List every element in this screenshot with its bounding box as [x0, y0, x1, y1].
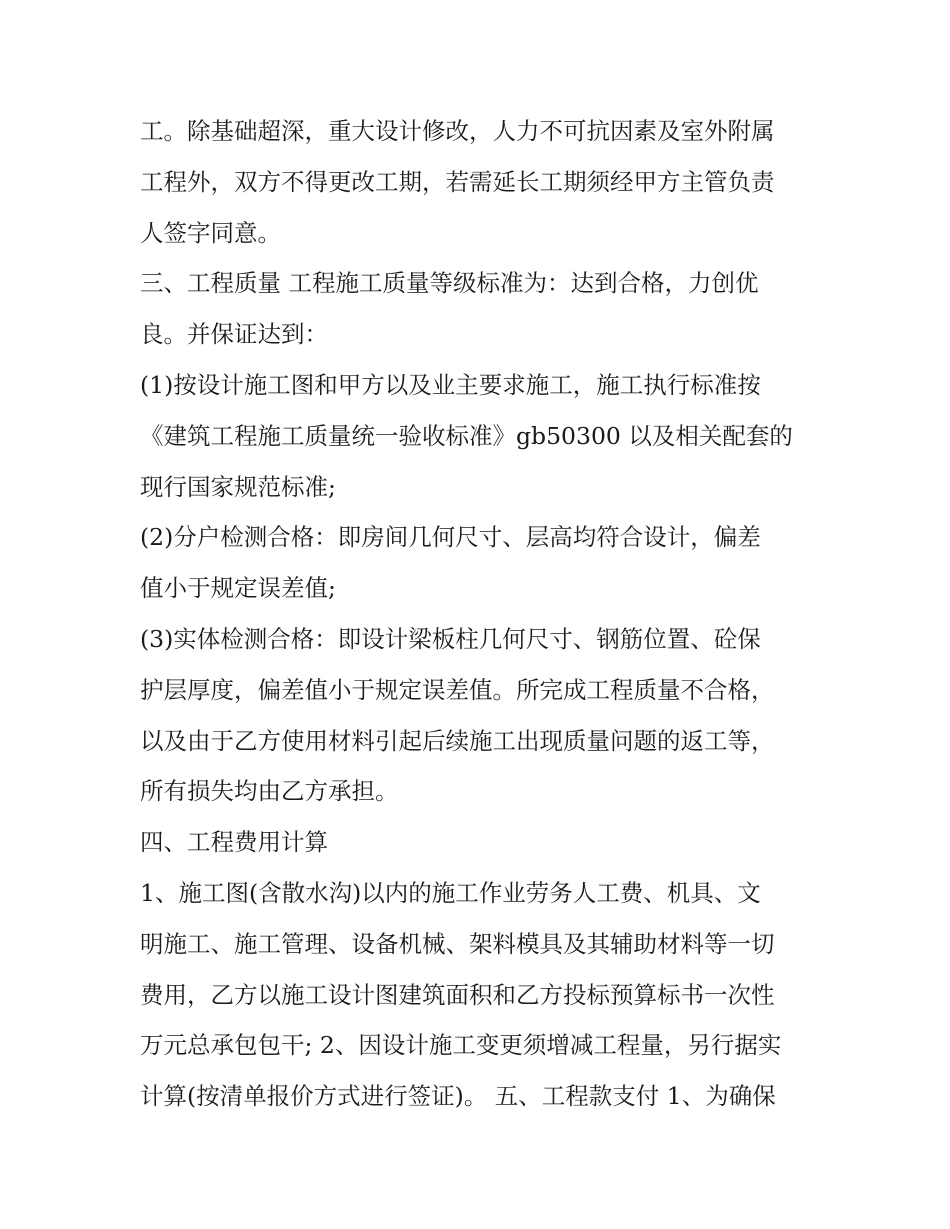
section-heading-quality: 三、工程质量 工程施工质量等级标准为：达到合格，力创优	[140, 269, 759, 298]
text-line: 万元总承包包干; 2、因设计施工变更须增减工程量，另行据实	[140, 1031, 782, 1060]
text-line: 工程外，双方不得更改工期，若需延长工期须经甲方主管负责	[140, 167, 775, 196]
text-line: 《建筑工程施工质量统一验收标准》gb50300 以及相关配套的	[140, 421, 793, 450]
list-item: 1、施工图(含散水沟)以内的施工作业劳务人工费、机具、文	[140, 878, 761, 907]
text-line: 人签字同意。	[140, 218, 281, 247]
text-line: 良。并保证达到：	[140, 320, 328, 349]
text-line: 以及由于乙方使用材料引起后续施工出现质量问题的返工等，	[140, 726, 775, 755]
text-line: 费用，乙方以施工设计图建筑面积和乙方投标预算标书一次性	[140, 980, 775, 1009]
section-heading-cost: 四、工程费用计算	[140, 828, 328, 857]
document-body	[140, 106, 820, 1122]
text-line: 护层厚度，偏差值小于规定误差值。所完成工程质量不合格，	[140, 675, 775, 704]
text-line: 工。除基础超深，重大设计修改，人力不可抗因素及室外附属	[140, 117, 775, 145]
list-item: (2)分户检测合格：即房间几何尺寸、层高均符合设计，偏差	[140, 523, 761, 552]
text-line: 计算(按清单报价方式进行签证)。 五、工程款支付 1、为确保	[140, 1082, 776, 1111]
text-line: 明施工、施工管理、设备机械、架料模具及其辅助材料等一切	[140, 929, 775, 958]
text-line: 现行国家规范标准;	[140, 472, 336, 501]
text-line: 值小于规定误差值;	[140, 574, 336, 603]
text-line: 所有损失均由乙方承担。	[140, 777, 399, 806]
list-item: (1)按设计施工图和甲方以及业主要求施工，施工执行标准按	[140, 370, 761, 399]
list-item: (3)实体检测合格：即设计梁板柱几何尺寸、钢筋位置、砼保	[140, 624, 761, 653]
